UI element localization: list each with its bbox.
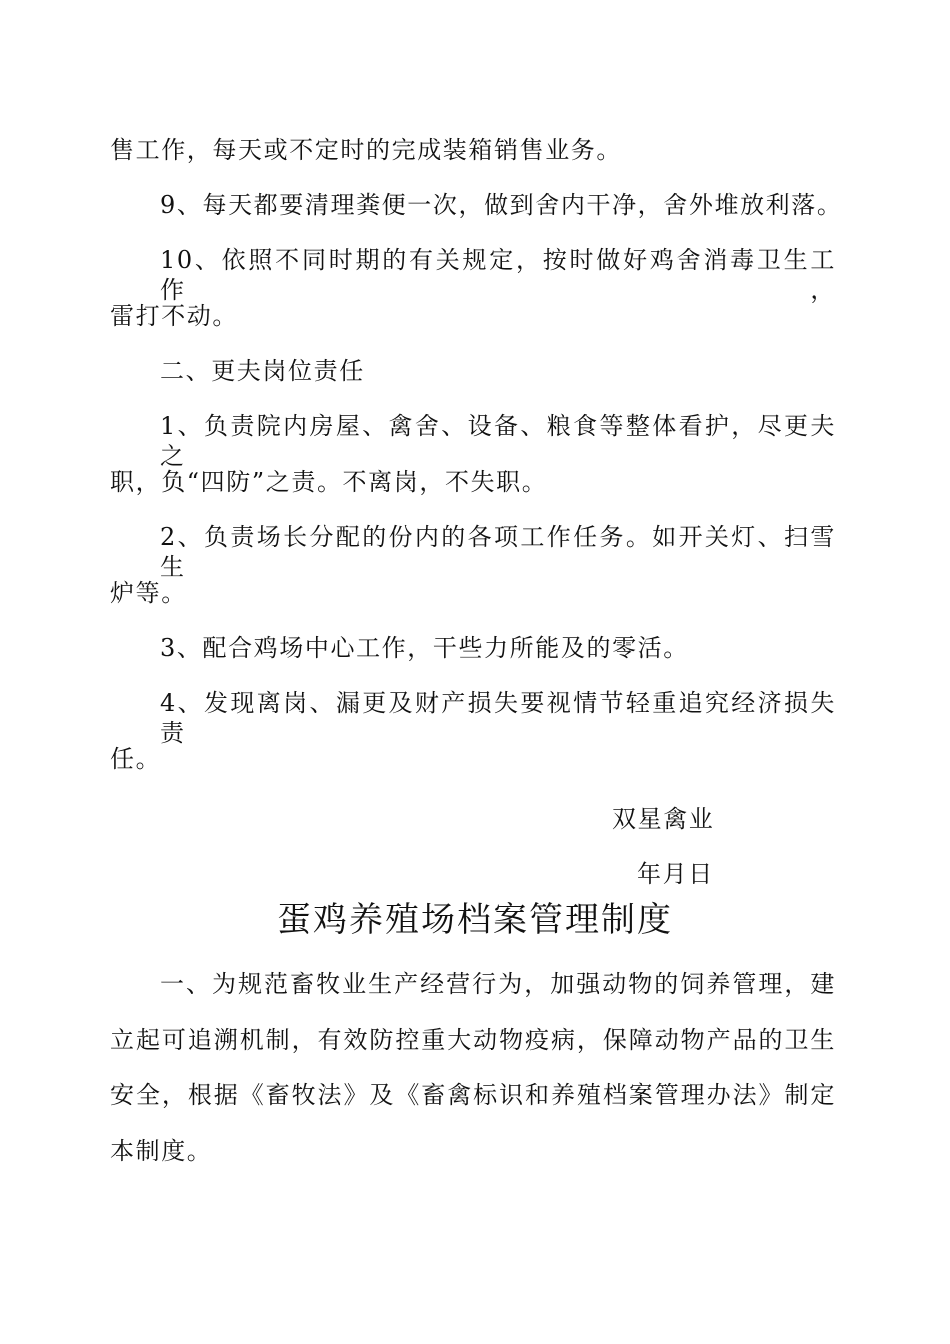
paragraph-line: 职，负“四防”之责。不离岗，不失职。 <box>110 468 548 496</box>
paragraph-line: 10、依照不同时期的有关规定，按时做好鸡舍消毒卫生工作， <box>160 246 836 304</box>
paragraph-line: 4、发现离岗、漏更及财产损失要视情节轻重追究经济损失责 <box>160 689 836 747</box>
document-title: 蛋鸡养殖场档案管理制度 <box>277 900 673 940</box>
paragraph-line: 9、每天都要清理粪便一次，做到舍内干净，舍外堆放利落。 <box>160 191 843 219</box>
paragraph-line: 任。 <box>110 745 162 773</box>
signature-date: 年月日 <box>637 860 714 888</box>
paragraph-line: 本制度。 <box>110 1137 213 1165</box>
paragraph-line: 售工作，每天或不定时的完成装箱销售业务。 <box>110 136 622 164</box>
paragraph-line: 安全，根据《畜牧法》及《畜禽标识和养殖档案管理办法》制定 <box>110 1081 836 1109</box>
paragraph-line: 3、配合鸡场中心工作，干些力所能及的零活。 <box>160 634 689 662</box>
section-heading: 二、更夫岗位责任 <box>160 357 365 385</box>
paragraph-line: 2、负责场长分配的份内的各项工作任务。如开关灯、扫雪生 <box>160 523 836 581</box>
signature-company: 双星禽业 <box>612 805 715 833</box>
paragraph-line: 雷打不动。 <box>110 302 238 330</box>
paragraph-line: 一、为规范畜牧业生产经营行为，加强动物的饲养管理，建 <box>160 970 836 998</box>
paragraph-line: 1、负责院内房屋、禽舍、设备、粮食等整体看护，尽更夫之 <box>160 412 836 470</box>
paragraph-line: 立起可追溯机制，有效防控重大动物疫病，保障动物产品的卫生 <box>110 1026 836 1054</box>
paragraph-line: 炉等。 <box>110 579 187 607</box>
